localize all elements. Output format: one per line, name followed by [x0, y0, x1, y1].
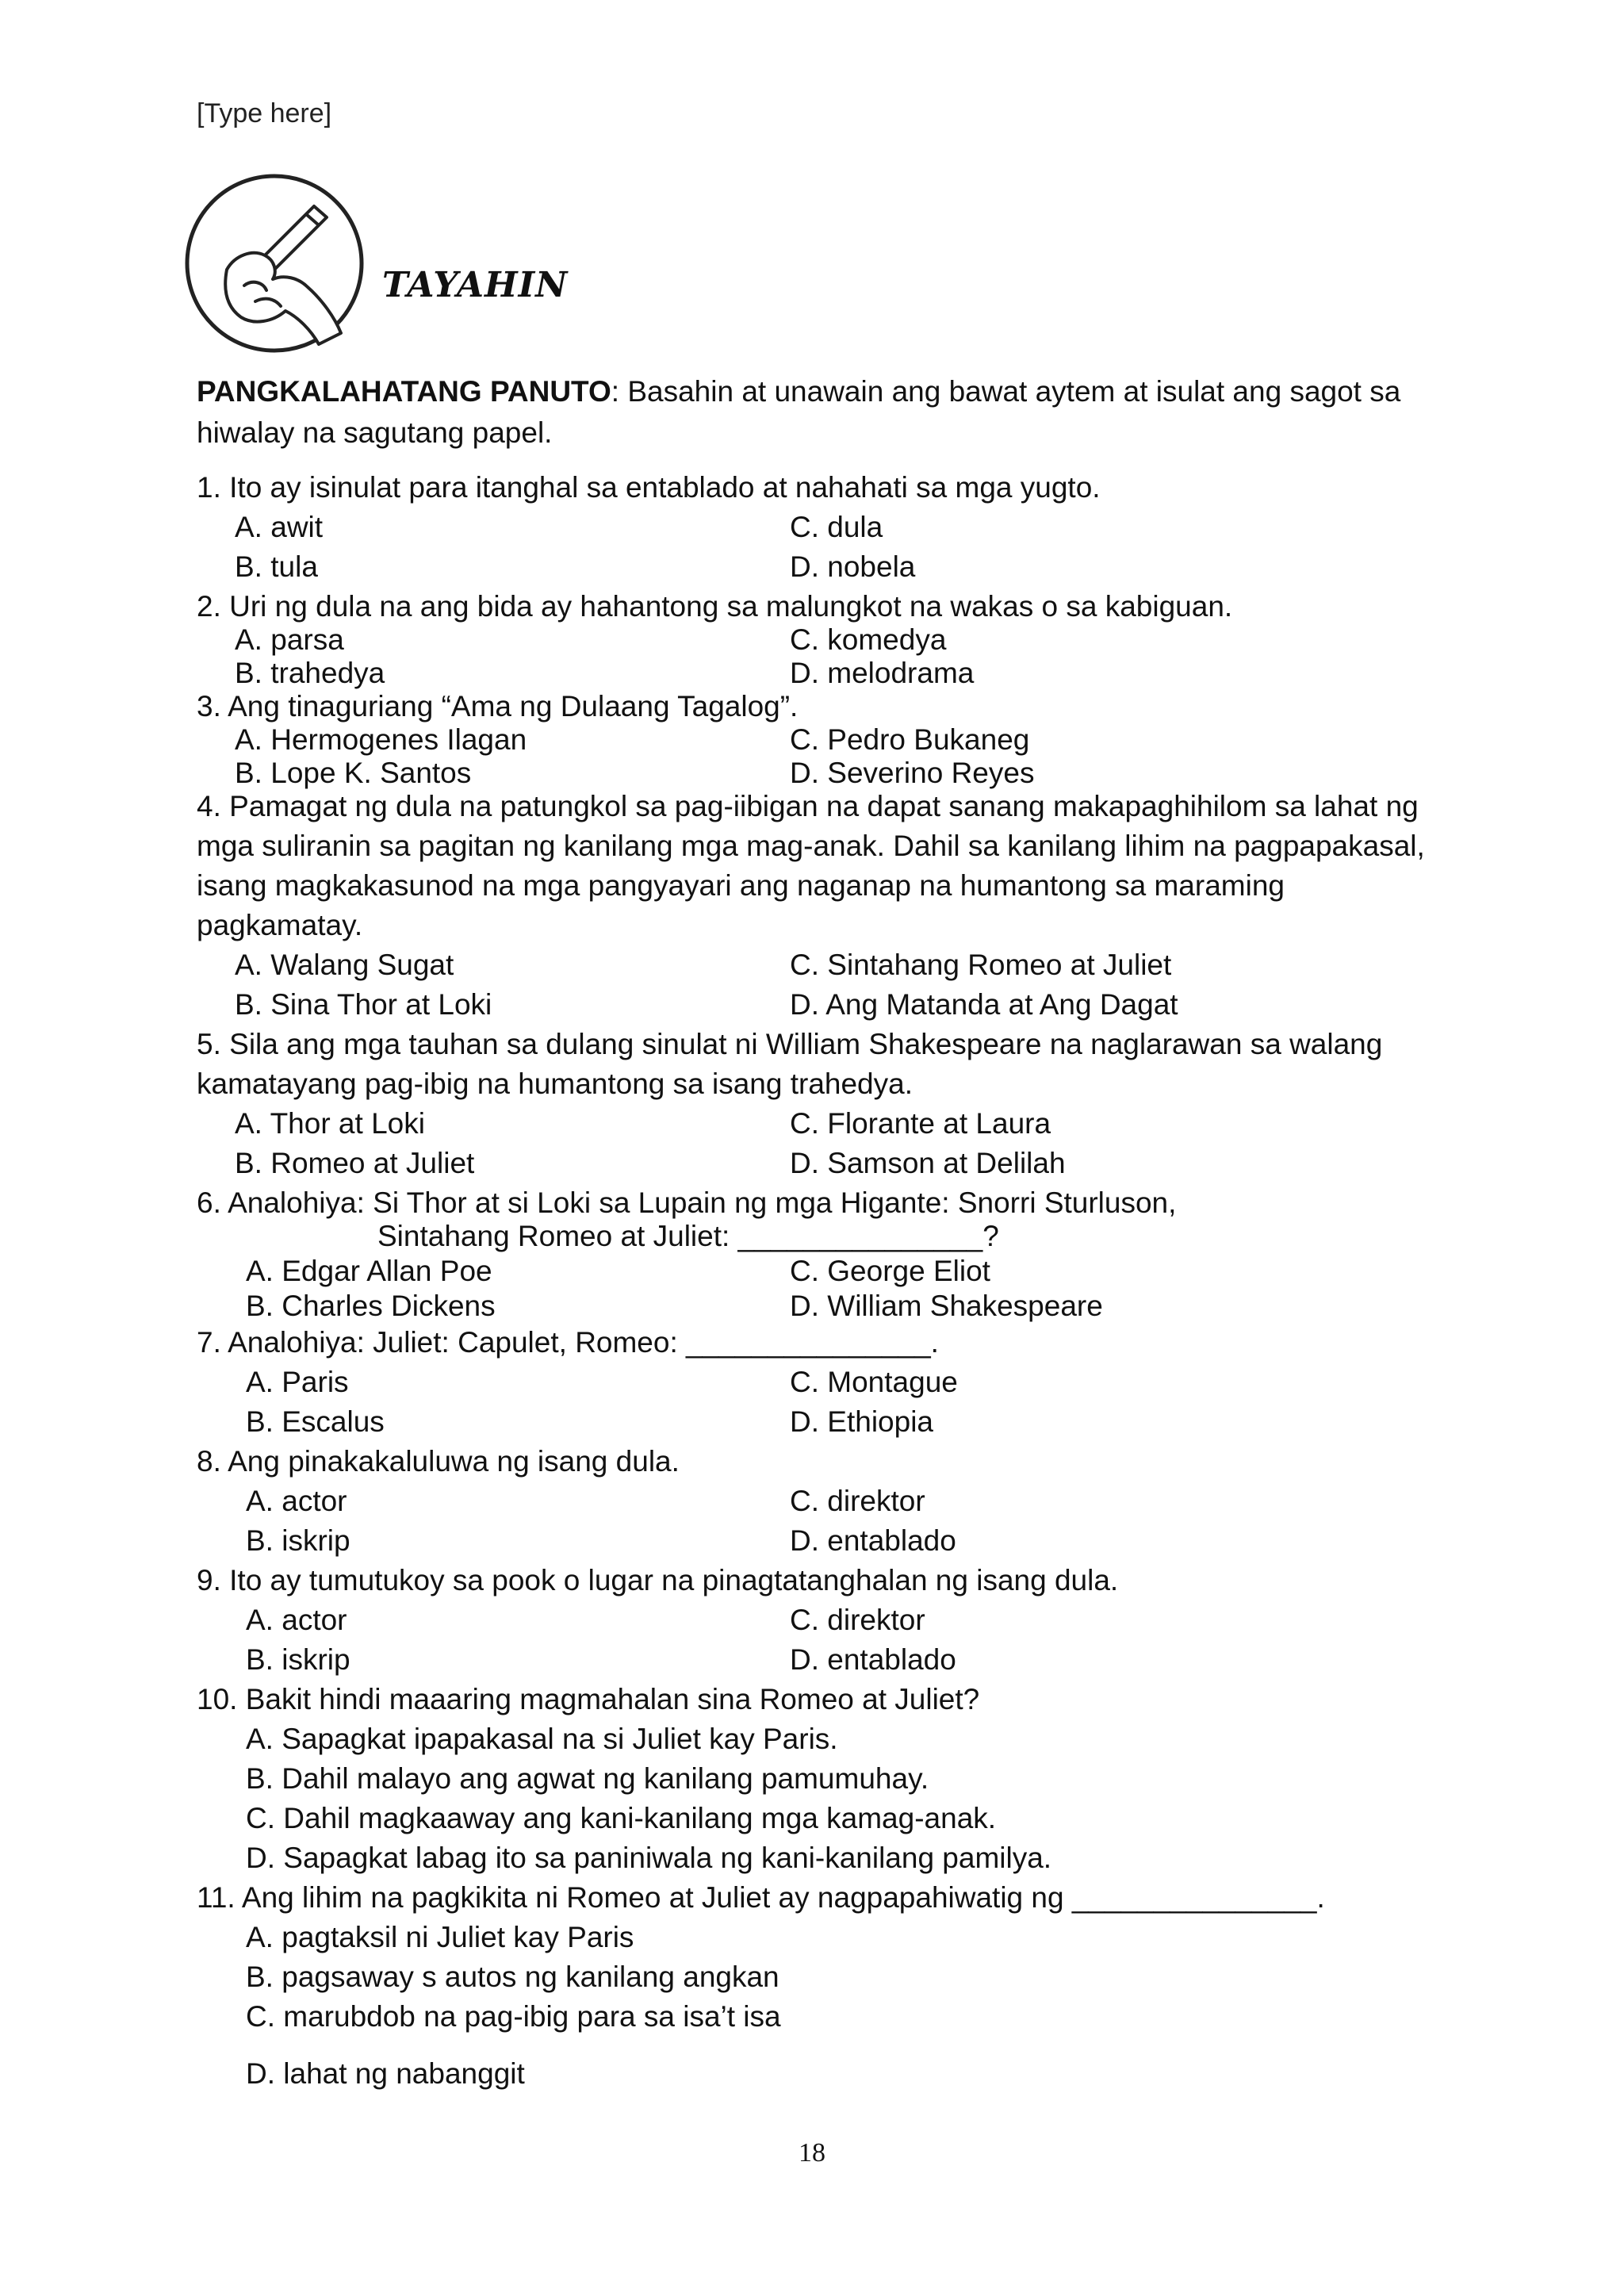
option-2b: B. trahedya — [235, 657, 385, 689]
option-11d: D. lahat ng nabanggit — [246, 2057, 525, 2090]
option-7b: B. Escalus — [246, 1405, 385, 1438]
option-6d: D. William Shakespeare — [790, 1290, 1103, 1322]
question-4: 4. Pamagat ng dula na patungkol sa pag-iibigan na dapat sanang makapaghihilom sa lahat ng mga suliranin sa pagitan ng kanilang mga mag-anak. Dahil sa kanilang lihim na pagpapakasal, isang magkakasunod na mga pangyayari ang naganap na humantong sa maraming pagkamatay. — [197, 790, 1425, 941]
option-8c: C. direktor — [790, 1485, 925, 1517]
directions-text: : Basahin at unawain ang bawat aytem at isulat ang sagot sa hiwalay na sagutang papel. — [197, 375, 1401, 449]
directions-label: PANGKALAHATANG PANUTO — [197, 375, 611, 408]
option-8d: D. entablado — [790, 1524, 956, 1557]
option-6b: B. Charles Dickens — [246, 1290, 496, 1322]
option-10a: A. Sapagkat ipapakasal na si Juliet kay Paris. — [246, 1723, 838, 1755]
option-3c: C. Pedro Bukaneg — [790, 723, 1030, 756]
option-1b: B. tula — [235, 550, 318, 583]
option-5d: D. Samson at Delilah — [790, 1147, 1066, 1179]
question-6-line2: Sintahang Romeo at Juliet: _______________? — [377, 1220, 999, 1252]
option-1c: C. dula — [790, 511, 883, 543]
option-3d: D. Severino Reyes — [790, 757, 1035, 789]
option-8a: A. actor — [246, 1485, 347, 1517]
hand-writing-icon — [179, 167, 370, 357]
general-directions — [197, 371, 1465, 454]
option-5c: C. Florante at Laura — [790, 1107, 1051, 1140]
question-1: 1. Ito ay isinulat para itanghal sa entablado at nahahati sa mga yugto. — [197, 471, 1101, 504]
option-11c: C. marubdob na pag-ibig para sa isa’t isa — [246, 2000, 781, 2033]
option-9a: A. actor — [246, 1604, 347, 1636]
option-3a: A. Hermogenes Ilagan — [235, 723, 527, 756]
option-6a: A. Edgar Allan Poe — [246, 1255, 492, 1287]
question-2: 2. Uri ng dula na ang bida ay hahantong sa malungkot na wakas o sa kabiguan. — [197, 590, 1233, 623]
option-9c: C. direktor — [790, 1604, 925, 1636]
option-10d: D. Sapagkat labag ito sa paniniwala ng kani-kanilang pamilya. — [246, 1842, 1052, 1874]
question-7: 7. Analohiya: Juliet: Capulet, Romeo: _______________. — [197, 1326, 939, 1359]
question-10: 10. Bakit hindi maaaring magmahalan sina Romeo at Juliet? — [197, 1683, 980, 1715]
option-3b: B. Lope K. Santos — [235, 757, 472, 789]
option-4c: C. Sintahang Romeo at Juliet — [790, 949, 1172, 981]
question-3: 3. Ang tinaguriang “Ama ng Dulaang Tagalog”. — [197, 690, 799, 723]
question-5: 5. Sila ang mga tauhan sa dulang sinulat ni William Shakespeare na naglarawan sa walang kamatayang pag-ibig na humantong sa isang trahedya. — [197, 1028, 1383, 1100]
option-2d: D. melodrama — [790, 657, 975, 689]
option-10c: C. Dahil magkaaway ang kani-kanilang mga kamag-anak. — [246, 1802, 997, 1834]
option-5b: B. Romeo at Juliet — [235, 1147, 475, 1179]
option-4d: D. Ang Matanda at Ang Dagat — [790, 988, 1178, 1021]
question-11: 11. Ang lihim na pagkikita ni Romeo at Juliet ay nagpapahiwatig ng _______________. — [197, 1881, 1325, 1914]
option-9b: B. iskrip — [246, 1643, 350, 1676]
option-11a: A. pagtaksil ni Juliet kay Paris — [246, 1921, 634, 1953]
option-8b: B. iskrip — [246, 1524, 350, 1557]
option-1a: A. awit — [235, 511, 324, 543]
option-11b: B. pagsaway s autos ng kanilang angkan — [246, 1961, 779, 1993]
question-8: 8. Ang pinakakaluluwa ng isang dula. — [197, 1445, 680, 1478]
option-2c: C. komedya — [790, 623, 947, 656]
header-placeholder: [Type here] — [197, 98, 332, 128]
option-7c: C. Montague — [790, 1366, 958, 1398]
question-9: 9. Ito ay tumutukoy sa pook o lugar na pinagtatanghalan ng isang dula. — [197, 1564, 1119, 1596]
option-1d: D. nobela — [790, 550, 916, 583]
option-10b: B. Dahil malayo ang agwat ng kanilang pamumuhay. — [246, 1762, 929, 1795]
option-4a: A. Walang Sugat — [235, 949, 454, 981]
option-4b: B. Sina Thor at Loki — [235, 988, 492, 1021]
option-7a: A. Paris — [246, 1366, 349, 1398]
page-title: TAYAHIN — [382, 265, 569, 305]
option-5a: A. Thor at Loki — [235, 1107, 425, 1140]
option-6c: C. George Eliot — [790, 1255, 990, 1287]
question-6: 6. Analohiya: Si Thor at si Loki sa Lupain ng mga Higante: Snorri Sturluson, — [197, 1186, 1177, 1219]
option-9d: D. entablado — [790, 1643, 956, 1676]
page-number: 18 — [799, 2138, 825, 2168]
option-2a: A. parsa — [235, 623, 344, 656]
option-7d: D. Ethiopia — [790, 1405, 933, 1438]
